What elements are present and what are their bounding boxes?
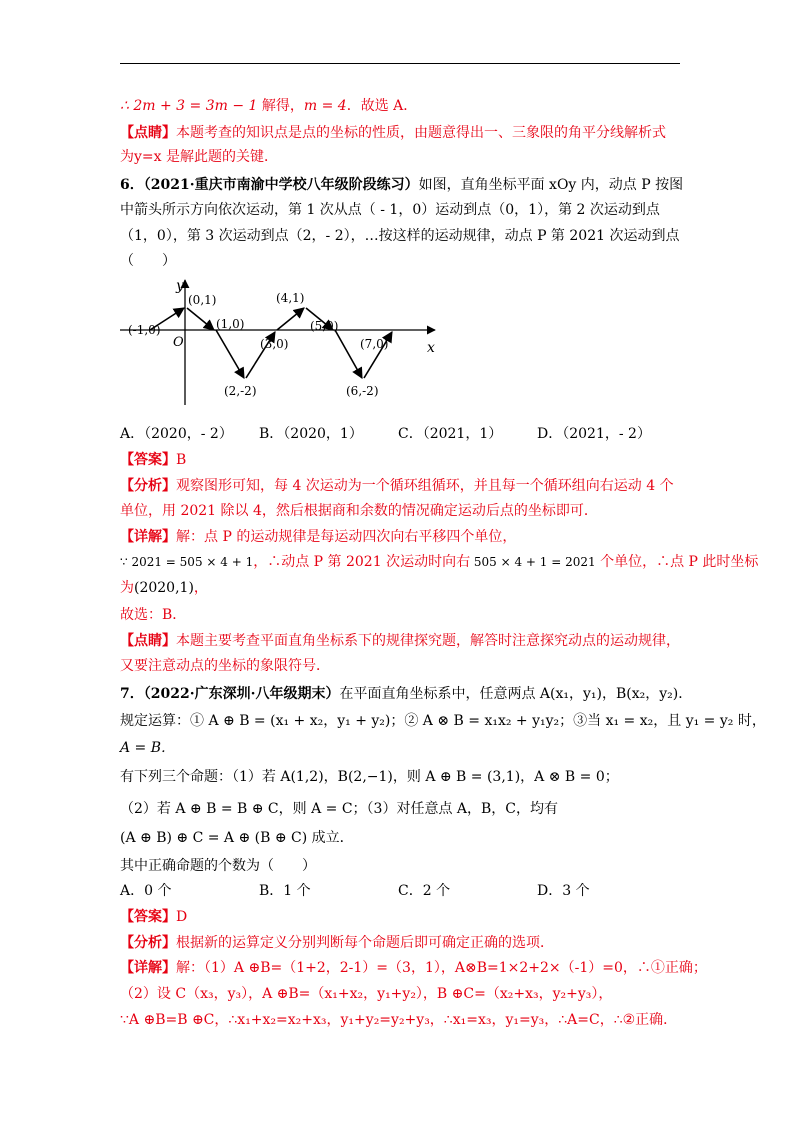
answer-value: D xyxy=(176,909,188,925)
q7-option-b[interactable]: B．1 个 xyxy=(259,883,311,899)
q6-detail-line2 xyxy=(120,552,759,572)
detail-text: 解：（1）A ⊕B=（1+2，2-1）=（3，1），A⊗B=1×2+2×（-1）=0，∴①正确； xyxy=(176,960,707,976)
point-label: (7,0) xyxy=(360,337,389,351)
q5-conclusion: ．故选 A． xyxy=(346,98,418,114)
answer-tag: 【答案】 xyxy=(120,452,176,468)
q6-analysis-line2: 单位，用 2021 除以 4，然后根据商和余数的情况确定运动后点的坐标即可． xyxy=(120,503,598,519)
q7-stem-line3: A = B． xyxy=(120,740,176,756)
detail-text: 个单位，∴点 P 此时坐标 xyxy=(595,554,759,570)
q6-comment xyxy=(120,631,695,651)
q7-stem-line2: 规定运算：① A ⊕ B = (x₁ + x₂，y₁ + y₂)；② A ⊗ B = x₁x₂ + y₁y₂；③当 x₁ = x₂，且 y₁ = y₂ 时， xyxy=(120,713,766,729)
point-label: (-1,0) xyxy=(128,323,161,337)
detail-equation: 505 × 4 + 1 = 2021 xyxy=(470,555,596,569)
comment-text: 本题考查的知识点是点的坐标的性质，由题意得出一、三象限的角平分线解析式 xyxy=(176,125,666,141)
q6-stem-line2: 中箭头所示方向依次运动，第 1 次从点（ - 1，0）运动到点（0，1），第 2 次运动到点 xyxy=(120,202,660,218)
q6-coordinate-graph xyxy=(120,270,450,405)
q7-stem-line1 xyxy=(120,684,695,704)
q5-comment-line2: 为y=x 是解此题的关键． xyxy=(120,149,278,165)
comment-text: 本题主要考查平面直角坐标系下的规律探究题，解答时注意探究动点的运动规律， xyxy=(176,633,680,649)
point-label: (0,1) xyxy=(188,293,217,307)
point-label: (6,-2) xyxy=(346,384,379,398)
q6-stem-line3: （1，0），第 3 次运动到点（2，- 2），…按这样的运动规律，动点 P 第 2021 次运动到点 xyxy=(120,228,680,244)
analysis-text: 根据新的运算定义分别判断每个命题后即可确定正确的选项． xyxy=(176,935,554,951)
analysis-text: 观察图形可知，每 4 次运动为一个循环组循环，并且每一个循环组向右运动 4 个 xyxy=(176,478,674,494)
path-segment-7 xyxy=(335,330,362,378)
q7-stem-line7: 其中正确命题的个数为（ ） xyxy=(120,858,316,874)
detail-text: ， xyxy=(193,580,208,596)
q7-stem-line4: 有下列三个命题：（1）若 A(1,2)，B(2,−1)，则 A ⊕ B = (3,1)，A ⊗ B = 0； xyxy=(120,769,619,785)
q7-option-a[interactable]: A．0 个 xyxy=(120,883,172,899)
comment-tag: 【点睛】 xyxy=(120,633,176,649)
detail-coordinate: (2020,1) xyxy=(134,580,194,596)
detail-tag: 【详解】 xyxy=(120,529,176,545)
header-rule xyxy=(120,63,680,64)
path-segment-5 xyxy=(277,308,304,330)
question-source: （2021·重庆市南渝中学校八年级阶段练习） xyxy=(143,177,419,193)
point-label: (5,0) xyxy=(310,319,339,333)
detail-text: 为 xyxy=(120,580,134,596)
detail-tag: 【详解】 xyxy=(120,960,176,976)
point-label: (3,0) xyxy=(260,337,289,351)
analysis-tag: 【分析】 xyxy=(120,935,176,951)
q6-answer xyxy=(120,450,695,470)
point-label: (4,1) xyxy=(276,291,305,305)
q5-equation: ∴ 2m + 3 = 3m − 1 xyxy=(120,98,258,114)
point-label: (2,-2) xyxy=(224,384,257,398)
q6-option-b[interactable]: B．（2020，1） xyxy=(259,426,363,442)
point-label: (1,0) xyxy=(216,317,245,331)
q6-comment-line2: 又要注意动点的坐标的象限符号． xyxy=(120,658,330,674)
question-text: 在平面直角坐标系中，任意两点 A(x₁，y₁)，B(x₂，y₂)． xyxy=(339,686,693,702)
q5-comment xyxy=(120,123,695,143)
q6-option-a[interactable]: A．（2020，- 2） xyxy=(120,426,233,442)
q5-m-value: m = 4 xyxy=(303,98,347,114)
q7-option-c[interactable]: C．2 个 xyxy=(398,883,451,899)
x-axis-label: x xyxy=(427,340,435,356)
q6-detail xyxy=(120,527,695,547)
question-number: 6． xyxy=(120,177,144,193)
path-segment-3 xyxy=(216,330,244,378)
q7-detail-line2: （2）设 C（x₃，y₃），A ⊕B=（x₁+x₂，y₁+y₂），B ⊕C=（x₂+x₃，y₂+y₃）， xyxy=(120,986,613,1002)
q6-stem-line4: （ ） xyxy=(120,253,176,269)
q7-option-d[interactable]: D．3 个 xyxy=(537,883,590,899)
q6-detail-line4: 故选：B． xyxy=(120,607,187,623)
answer-tag: 【答案】 xyxy=(120,909,176,925)
q7-stem-line5: （2）若 A ⊕ B = B ⊕ C，则 A = C；（3）对任意点 A，B，C，均有 xyxy=(120,801,559,817)
path-segment-2 xyxy=(187,308,214,330)
q7-detail-line3: ∵A ⊕B=B ⊕C，∴x₁+x₂=x₂+x₃，y₁+y₂=y₂+y₃，∴x₁=x₃，y₁=y₃，∴A=C，∴②正确． xyxy=(120,1012,678,1028)
question-number: 7． xyxy=(120,686,144,702)
question-text: 如图，直角坐标平面 xOy 内，动点 P 按图 xyxy=(418,177,684,193)
answer-value: B xyxy=(176,452,187,468)
comment-tag: 【点睛】 xyxy=(120,125,176,141)
detail-text: ，∴动点 P 第 2021 次运动时向右 xyxy=(253,554,471,570)
detail-equation: ∵ 2021 = 505 × 4 + 1 xyxy=(120,555,254,569)
q6-analysis xyxy=(120,476,695,496)
q7-answer xyxy=(120,907,695,927)
q7-stem-line6: (A ⊕ B) ⊕ C = A ⊕ (B ⊕ C) 成立． xyxy=(120,830,354,846)
q6-option-c[interactable]: C．（2021，1） xyxy=(398,426,503,442)
q6-detail-line3 xyxy=(120,578,695,598)
q6-option-d[interactable]: D．（2021，- 2） xyxy=(537,426,651,442)
y-axis-label: y xyxy=(176,278,184,294)
q5-solution-line xyxy=(120,96,695,116)
analysis-tag: 【分析】 xyxy=(120,478,176,494)
q7-detail xyxy=(120,958,707,978)
q7-analysis xyxy=(120,933,695,953)
q5-text: 解得， xyxy=(257,98,304,114)
question-source: （2022·广东深圳·八年级期末） xyxy=(143,686,340,702)
q6-stem-line1 xyxy=(120,175,695,195)
detail-text: 解：点 P 的运动规律是每运动四次向右平移四个单位， xyxy=(176,529,517,545)
origin-label: O xyxy=(173,335,184,350)
